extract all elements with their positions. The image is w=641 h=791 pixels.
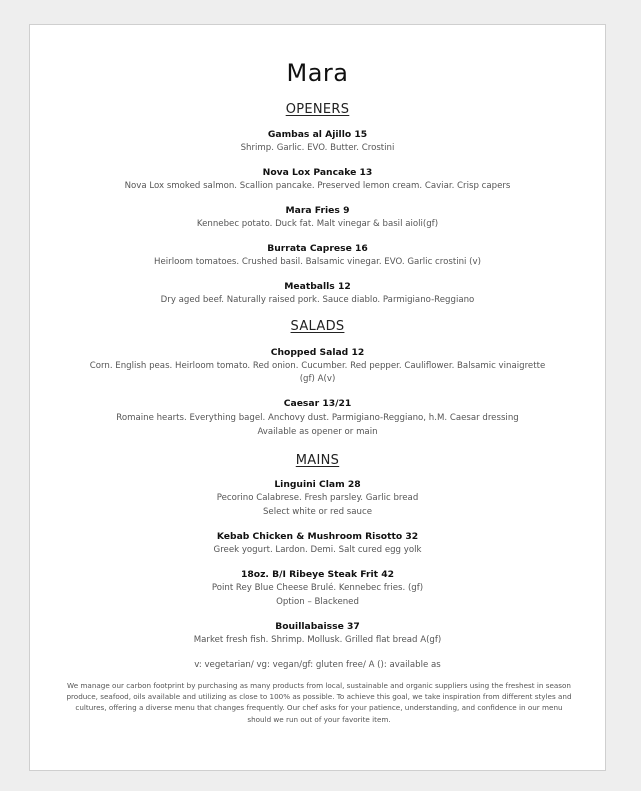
menu-item-name: Caesar 13/21 xyxy=(283,398,352,409)
section-heading-openers: OPENERS xyxy=(285,102,350,117)
menu-item-description-extra: (gf) A(v) xyxy=(299,374,336,384)
menu-item-name: Mara Fries 9 xyxy=(285,205,350,216)
menu-item-description: Greek yogurt. Lardon. Demi. Salt cured egg yolk xyxy=(213,545,422,555)
menu-page xyxy=(29,24,606,771)
menu-item-description-extra: Available as opener or main xyxy=(257,427,378,437)
menu-item-description: Nova Lox smoked salmon. Scallion pancake. Preserved lemon cream. Caviar. Crisp capers xyxy=(124,181,511,191)
menu-item-name: 18oz. B/I Ribeye Steak Frit 42 xyxy=(240,569,395,580)
menu-item-description: Dry aged beef. Naturally raised pork. Sauce diablo. Parmigiano-Reggiano xyxy=(160,295,475,305)
section-heading-salads: SALADS xyxy=(290,319,345,334)
menu-item-name: Bouillabaisse 37 xyxy=(275,621,360,632)
menu-item-description: Romaine hearts. Everything bagel. Anchovy dust. Parmigiano-Reggiano, h.M. Caesar dressing xyxy=(116,413,519,423)
menu-item-description: Heirloom tomatoes. Crushed basil. Balsamic vinegar. EVO. Garlic crostini (v) xyxy=(154,257,481,267)
menu-item-description: Pecorino Calabrese. Fresh parsley. Garlic bread xyxy=(216,493,419,503)
sustainability-note: We manage our carbon footprint by purchasing as many products from local, sustainable and organic suppliers using the freshest in season produce, seafood, oils available and utilizing as close to 100% as possible. To achieve this goal, we take inspiration from different styles and cultures, offering a diverse menu that changes frequently. Our chef asks for your patience, understanding, and confidence in our menu should we run out of your favorite item. xyxy=(66,681,572,724)
menu-item-description: Kennebec potato. Duck fat. Malt vinegar & basil aioli(gf) xyxy=(196,219,439,229)
menu-item-description: Corn. English peas. Heirloom tomato. Red onion. Cucumber. Red pepper. Cauliflower. Balsamic vinaigrette xyxy=(89,361,546,371)
menu-item-description: Point Rey Blue Cheese Brulé. Kennebec fries. (gf) xyxy=(211,583,424,593)
menu-item-name: Burrata Caprese 16 xyxy=(267,243,368,254)
menu-item-description-extra: Option – Blackened xyxy=(276,597,359,607)
menu-item-name: Meatballs 12 xyxy=(284,281,351,292)
menu-item-description: Market fresh fish. Shrimp. Mollusk. Grilled flat bread A(gf) xyxy=(193,635,442,645)
section-heading-mains: MAINS xyxy=(295,453,340,468)
restaurant-title: Mara xyxy=(286,59,349,87)
menu-item-description: Shrimp. Garlic. EVO. Butter. Crostini xyxy=(240,143,395,153)
menu-item-name: Linguini Clam 28 xyxy=(274,479,361,490)
menu-item-name: Kebab Chicken & Mushroom Risotto 32 xyxy=(216,531,419,542)
menu-item-description-extra: Select white or red sauce xyxy=(262,507,373,517)
menu-item-name: Chopped Salad 12 xyxy=(270,347,365,358)
dietary-legend: v: vegetarian/ vg: vegan/gf: gluten free/ A (): available as xyxy=(194,660,441,670)
menu-item-name: Gambas al Ajillo 15 xyxy=(267,129,368,140)
menu-item-name: Nova Lox Pancake 13 xyxy=(262,167,373,178)
